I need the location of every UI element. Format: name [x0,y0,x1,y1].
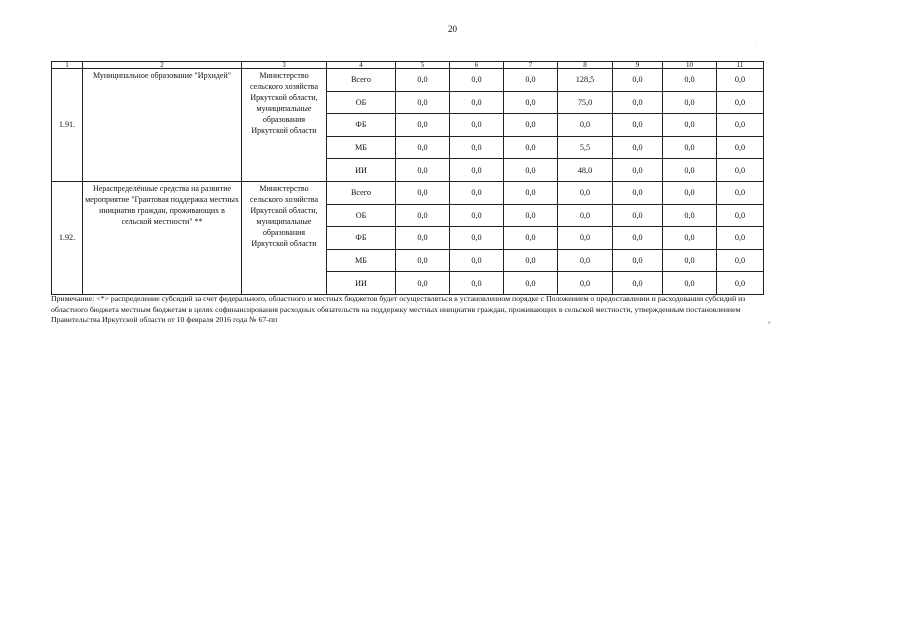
amount-cell: 0,0 [663,159,717,182]
amount-cell: 0,0 [396,136,450,159]
amount-cell: 0,0 [396,69,450,92]
amount-cell: 0,0 [504,204,558,227]
amount-cell: 0,0 [558,249,613,272]
amount-cell: 0,0 [396,159,450,182]
amount-cell: 0,0 [613,204,663,227]
funding-source: ИИ [327,159,396,182]
column-number: 2 [83,62,242,69]
funding-source: МБ [327,136,396,159]
amount-cell: 0,0 [558,272,613,295]
amount-cell: 0,0 [663,181,717,204]
amount-cell: 0,0 [396,249,450,272]
scan-mark: ɴ [768,321,771,326]
column-number: 7 [504,62,558,69]
amount-cell: 0,0 [558,227,613,250]
measure-name: Муниципальное образование "Ирхидей" [83,69,242,182]
amount-cell: 0,0 [663,69,717,92]
column-number: 3 [242,62,327,69]
amount-cell: 0,0 [613,249,663,272]
amount-cell: 0,0 [504,249,558,272]
amount-cell: 0,0 [717,227,764,250]
column-number-row [52,62,764,69]
amount-cell: 0,0 [450,272,504,295]
amount-cell: 0,0 [504,272,558,295]
budget-table [51,61,764,295]
amount-cell: 0,0 [613,181,663,204]
amount-cell: 48,0 [558,159,613,182]
amount-cell: 0,0 [396,204,450,227]
amount-cell: 0,0 [396,272,450,295]
amount-cell: 0,0 [558,204,613,227]
page-number: 20 [448,24,457,34]
amount-cell: 0,0 [558,181,613,204]
funding-source: ОБ [327,204,396,227]
amount-cell: 0,0 [717,181,764,204]
amount-cell: 0,0 [663,91,717,114]
amount-cell: 0,0 [717,159,764,182]
amount-cell: 0,0 [613,69,663,92]
amount-cell: 0,0 [717,114,764,137]
amount-cell: 0,0 [504,136,558,159]
funding-source: МБ [327,249,396,272]
amount-cell: 0,0 [450,136,504,159]
amount-cell: 0,0 [396,227,450,250]
column-number: 8 [558,62,613,69]
column-number: 11 [717,62,764,69]
amount-cell: 0,0 [504,181,558,204]
column-number: 10 [663,62,717,69]
amount-cell: 0,0 [504,159,558,182]
footnote-note: Примечание: <*> распределение субсидий за счет федерального, областного и местных бюджетов будет осуществляться в установленном порядке с Положением о предоставлении и расходовании субсидий из областного бюджета местным бюджетам в целях софинансирования расходных обязательств на поддержку местных инициатив граждан, проживающих в сельской местности, утвержденным постановлением Правительства Иркутской области от 10 февраля 2016 года № 67-пп [51,294,746,325]
amount-cell: 0,0 [504,69,558,92]
amount-cell: 0,0 [558,114,613,137]
amount-cell: 0,0 [450,227,504,250]
scan-mark: · [756,42,758,47]
amount-cell: 0,0 [450,69,504,92]
table-row [52,181,764,204]
amount-cell: 0,0 [396,114,450,137]
column-number: 9 [613,62,663,69]
funding-source: Всего [327,69,396,92]
amount-cell: 5,5 [558,136,613,159]
amount-cell: 0,0 [717,136,764,159]
amount-cell: 0,0 [450,204,504,227]
amount-cell: 0,0 [450,159,504,182]
column-number: 5 [396,62,450,69]
amount-cell: 0,0 [613,159,663,182]
amount-cell: 0,0 [450,181,504,204]
amount-cell: 0,0 [717,69,764,92]
amount-cell: 0,0 [396,91,450,114]
amount-cell: 0,0 [396,181,450,204]
amount-cell: 0,0 [504,91,558,114]
amount-cell: 0,0 [663,272,717,295]
table-row [52,69,764,92]
funding-source: ФБ [327,114,396,137]
funding-source: Всего [327,181,396,204]
amount-cell: 0,0 [613,114,663,137]
responsible-party: Министерство сельского хозяйства Иркутской области, муниципальные образования Иркутской области [242,69,327,182]
amount-cell: 75,0 [558,91,613,114]
responsible-party: Министерство сельского хозяйства Иркутской области, муниципальные образования Иркутской области [242,181,327,294]
funding-source: ОБ [327,91,396,114]
amount-cell: 0,0 [717,91,764,114]
amount-cell: 0,0 [504,227,558,250]
amount-cell: 0,0 [717,204,764,227]
amount-cell: 0,0 [663,227,717,250]
amount-cell: 0,0 [450,91,504,114]
funding-source: ИИ [327,272,396,295]
amount-cell: 0,0 [450,249,504,272]
amount-cell: 0,0 [613,136,663,159]
row-index: 1.92. [52,181,83,294]
funding-source: ФБ [327,227,396,250]
measure-name: Нераспределённые средства на развитие мероприятие "Грантовая поддержка местных инициатив граждан, проживающих в сельской местности" ** [83,181,242,294]
amount-cell: 0,0 [613,91,663,114]
column-number: 6 [450,62,504,69]
amount-cell: 0,0 [717,249,764,272]
amount-cell: 0,0 [663,204,717,227]
amount-cell: 128,5 [558,69,613,92]
column-number: 4 [327,62,396,69]
amount-cell: 0,0 [663,114,717,137]
column-number: 1 [52,62,83,69]
amount-cell: 0,0 [613,227,663,250]
amount-cell: 0,0 [504,114,558,137]
row-index: 1.91. [52,69,83,182]
amount-cell: 0,0 [663,249,717,272]
amount-cell: 0,0 [717,272,764,295]
amount-cell: 0,0 [663,136,717,159]
amount-cell: 0,0 [613,272,663,295]
amount-cell: 0,0 [450,114,504,137]
